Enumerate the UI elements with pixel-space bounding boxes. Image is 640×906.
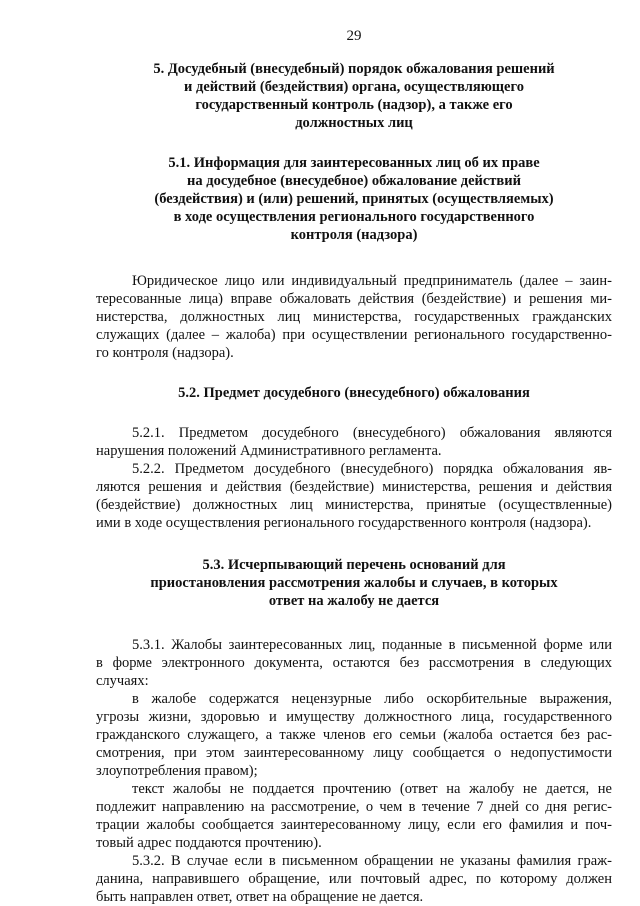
case-unreadable-text: [96, 780, 612, 852]
section-5-3-title-line: приостановления рассмотрения жалобы и случаев, в которых: [150, 575, 558, 591]
paragraph-5-2-1: [96, 424, 612, 460]
section-5-3-title: [96, 556, 612, 610]
paragraph-line: нарушения положений Административного регламента.: [96, 443, 442, 459]
section-5-title-line: и действий (бездействия) органа, осуществляющего: [184, 79, 524, 95]
paragraph-line: в жалобе содержатся нецензурные либо оскорбительные выражения,: [132, 691, 612, 707]
paragraph-line: служащих (далее – жалоба) при осуществлении регионального государственно-: [96, 327, 612, 343]
paragraph-5-2-2: [96, 460, 612, 532]
paragraph-line: нистерства, должностных лиц министерства, государственных гражданских: [96, 309, 612, 325]
section-5-1-paragraph: [96, 272, 612, 362]
section-5-title-line: должностных лиц: [295, 115, 413, 131]
paragraph-line: го контроля (надзора).: [96, 345, 234, 361]
paragraph-line: злоупотребления правом);: [96, 763, 258, 779]
paragraph-line: 5.3.2. В случае если в письменном обращении не указаны фамилия граж-: [132, 853, 612, 869]
section-5-title-line: государственный контроль (надзор), а также его: [195, 97, 513, 113]
paragraph-line: подлежит направлению на рассмотрение, о чем в течение 7 дней со дня регис-: [96, 799, 612, 815]
paragraph-line: ляются решения и действия (бездействие) министерства, решения и действия: [96, 479, 612, 495]
section-5-1-title-line: 5.1. Информация для заинтересованных лиц об их праве: [168, 155, 540, 171]
section-5-1-title: [96, 154, 612, 244]
paragraph-line: ими в ходе осуществления регионального государственного контроля (надзора).: [96, 515, 592, 531]
paragraph-line: 5.2.2. Предметом досудебного (внесудебного) порядка обжалования яв-: [132, 461, 612, 477]
section-5-1-title-line: (бездействия) и (или) решений, принятых (осуществляемых): [154, 191, 554, 207]
paragraph-line: тересованные лица) вправе обжаловать действия (бездействие) и решения ми-: [96, 291, 612, 307]
paragraph-5-3-1: [96, 636, 612, 690]
paragraph-line: 5.3.1. Жалобы заинтересованных лиц, поданные в письменной форме или: [132, 637, 612, 653]
paragraph-line: угрозы жизни, здоровью и имуществу должностного лица, государственного: [96, 709, 612, 725]
paragraph-line: 5.2.1. Предметом досудебного (внесудебного) обжалования являются: [132, 425, 612, 441]
paragraph-line: Юридическое лицо или индивидуальный предприниматель (далее – заин-: [132, 273, 612, 289]
paragraph-line: текст жалобы не поддается прочтению (ответ на жалобу не дается, не: [132, 781, 612, 797]
paragraph-line: данина, направившего обращение, или почтовый адрес, по которому должен: [96, 871, 612, 887]
page-number: 29: [346, 28, 362, 44]
section-5-2-title-line: 5.2. Предмет досудебного (внесудебного) обжалования: [178, 385, 530, 401]
paragraph-line: трации жалобы сообщается заинтересованному лицу, если его фамилия и поч-: [96, 817, 612, 833]
paragraph-line: в форме электронного документа, остаются без рассмотрения в следующих: [96, 655, 612, 671]
paragraph-5-3-2: [96, 852, 612, 906]
paragraph-line: смотрения, при этом заинтересованному лицу сообщается о недопустимости: [96, 745, 612, 761]
section-5-1-title-line: контроля (надзора): [290, 227, 418, 243]
section-5-title: [96, 60, 612, 132]
section-5-3-title-line: 5.3. Исчерпывающий перечень оснований для: [202, 557, 506, 573]
paragraph-line: быть направлен ответ, ответ на обращение не дается.: [96, 889, 424, 905]
paragraph-line: случаях:: [96, 673, 149, 689]
section-5-1-title-line: на досудебное (внесудебное) обжалование действий: [187, 173, 521, 189]
paragraph-line: товый адрес поддаются прочтению).: [96, 835, 322, 851]
section-5-title-line: 5. Досудебный (внесудебный) порядок обжалования решений: [153, 61, 555, 77]
section-5-1-title-line: в ходе осуществления регионального государственного: [173, 209, 535, 225]
paragraph-line: гражданского служащего, а также членов его семьи (жалоба остается без рас-: [96, 727, 612, 743]
paragraph-line: (бездействие) должностных лиц министерства, принятые (осуществленные): [96, 497, 612, 513]
section-5-2-title: [96, 384, 612, 402]
section-5-3-title-line: ответ на жалобу не дается: [268, 593, 440, 609]
case-offensive-language: [96, 690, 612, 780]
